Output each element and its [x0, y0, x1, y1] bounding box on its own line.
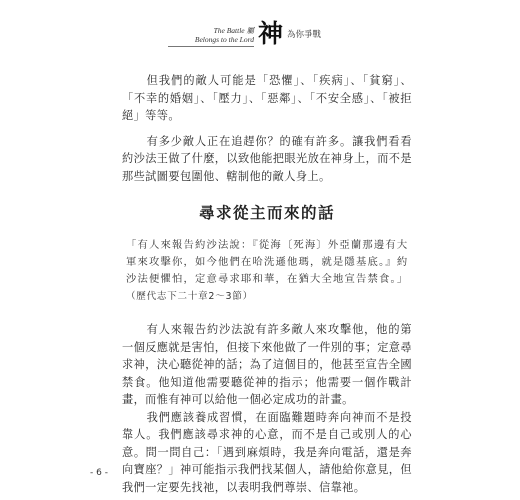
- body-paragraph: 有多少敵人正在追趕你？的確有許多。讓我們看看約沙法王做了什麼，以致他能把眼光放在神身上，而不是那些試圖要包圍他、轄制他的敵人身上。: [122, 134, 412, 183]
- section-title: 尋求從主而來的話: [198, 204, 335, 222]
- body-paragraph: 有人來報告約沙法說有許多敵人來攻擊他，他的第一個反應就是害怕，但接下來他做了一件別的事；定意尋求神，決心聽從神的話；為了這個目的，他甚至宣告全國禁食。他知道他需要聽從神的指示；他需要一個作戰計畫，而惟有神可以給他一個必定成功的計畫。: [122, 323, 412, 406]
- quote-reference: （歷代志下二十章2～3節）: [126, 291, 253, 302]
- header-english-line-2: Belongs to the Lord: [194, 35, 254, 44]
- header-rule: [168, 46, 254, 47]
- header-large-character: 神: [258, 19, 284, 48]
- page-content: [122, 72, 412, 496]
- running-header: [0, 18, 520, 54]
- body-paragraph: 我們應該養成習慣，在面臨難題時奔向神而不是投靠人。我們應該尋求神的心意，而不是自己或別人的心意。問一問自己：「遇到麻煩時，我是奔向電話，還是奔向寶座？」神可能指示我們找某個人，請他給你意見，但我們一定要先找祂，以表明我們尊崇、信靠祂。: [122, 410, 412, 494]
- body-paragraph: 但我們的敵人可能是「恐懼」、「疾病」、「貧窮」、「不幸的婚姻」、「壓力」、「惡鄰」、「不安全感」、「被拒絕」等等。: [122, 74, 412, 122]
- quote-text: 「有人來報告約沙法說：『從海〔死海〕外亞蘭那邊有大軍來攻擊你，如今他們在哈洗遜他瑪，就是隱基底。』約沙法便懼怕，定意尋求耶和華，在猶大全地宣告禁食。」: [126, 239, 408, 285]
- header-chinese-subtitle: 為你爭戰: [287, 30, 322, 40]
- header-english-line-1: The Battle 屬: [213, 26, 254, 35]
- page-number: - 6 -: [90, 468, 108, 478]
- scripture-quote: [122, 237, 412, 305]
